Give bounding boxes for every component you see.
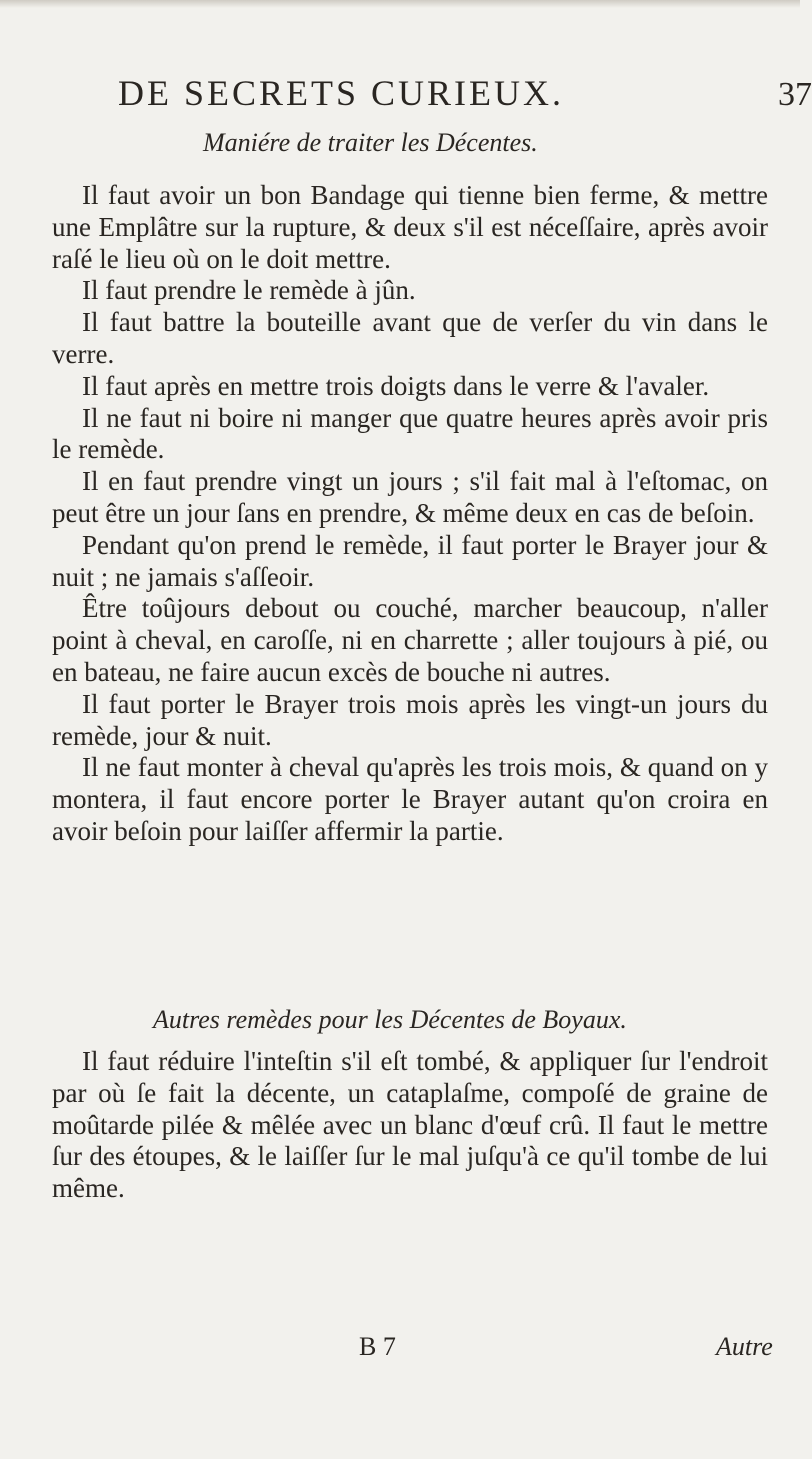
paragraph: Il faut après en mettre trois doigts dans le verre & l'avaler. — [82, 370, 710, 401]
page-footer — [0, 1332, 800, 1372]
section-body — [52, 180, 768, 848]
paragraph: Il faut porter le Brayer trois mois après les vingt-un jours du remède, jour & nuit. — [52, 688, 768, 751]
paragraph: Pendant qu'on prend le remède, il faut porter le Brayer jour & nuit ; ne jamais s'aſſeoir. — [52, 529, 768, 592]
signature-mark: B 7 — [359, 1332, 396, 1361]
paragraph: Il faut prendre le remède à jûn. — [82, 275, 416, 306]
paragraph: Il faut réduire l'inteſtin s'il eſt tombé, & appliquer ſur l'endroit par où ſe fait la décente, un cataplaſme, compoſé de graine de moûtarde pilée & mêlée avec un blanc d'œuf crû. Il faut le mettre ſur des étoupes, & le laiſſer ſur le mal juſqu'à ce qu'il tombe de lui même. — [52, 1046, 768, 1204]
paragraph: Il ne faut ni boire ni manger que quatre heures après avoir pris le remède. — [52, 402, 768, 465]
paragraph: Il en faut prendre vingt un jours ; s'il fait mal à l'eſtomac, on peut être un jour ſans en prendre, & même deux en cas de beſoin. — [52, 466, 768, 528]
paragraph: Il faut battre la bouteille avant que de verſer du vin dans le verre. — [52, 307, 768, 369]
paragraph: Il faut avoir un bon Bandage qui tienne bien ferme, & mettre une Emplâtre sur la rupture, & deux s'il est néceſſaire, après avoir raſé le lieu où on le doit mettre. — [52, 180, 768, 274]
running-head: DE SECRETS CURIEUX. — [118, 73, 565, 113]
page-number: 37 — [778, 76, 812, 113]
page-edge — [0, 0, 800, 8]
section-title: Autres remèdes pour les Décentes de Boyaux. — [153, 1005, 627, 1034]
paragraph: Il ne faut monter à cheval qu'après les trois mois, & quand on y montera, il faut encore porter le Brayer autant qu'on croira en avoir beſoin pour laiſſer affermir la partie. — [52, 752, 768, 846]
paragraph: Être toûjours debout ou couché, marcher beaucoup, n'aller point à cheval, en caroſſe, ni en charrette ; aller toujours à pié, ou en bateau, ne faire aucun excès de bouche ni autres. — [52, 593, 768, 687]
catchword: Autre — [716, 1332, 773, 1361]
section-title: Maniére de traiter les Décentes. — [203, 128, 538, 157]
section-body — [52, 1046, 768, 1205]
